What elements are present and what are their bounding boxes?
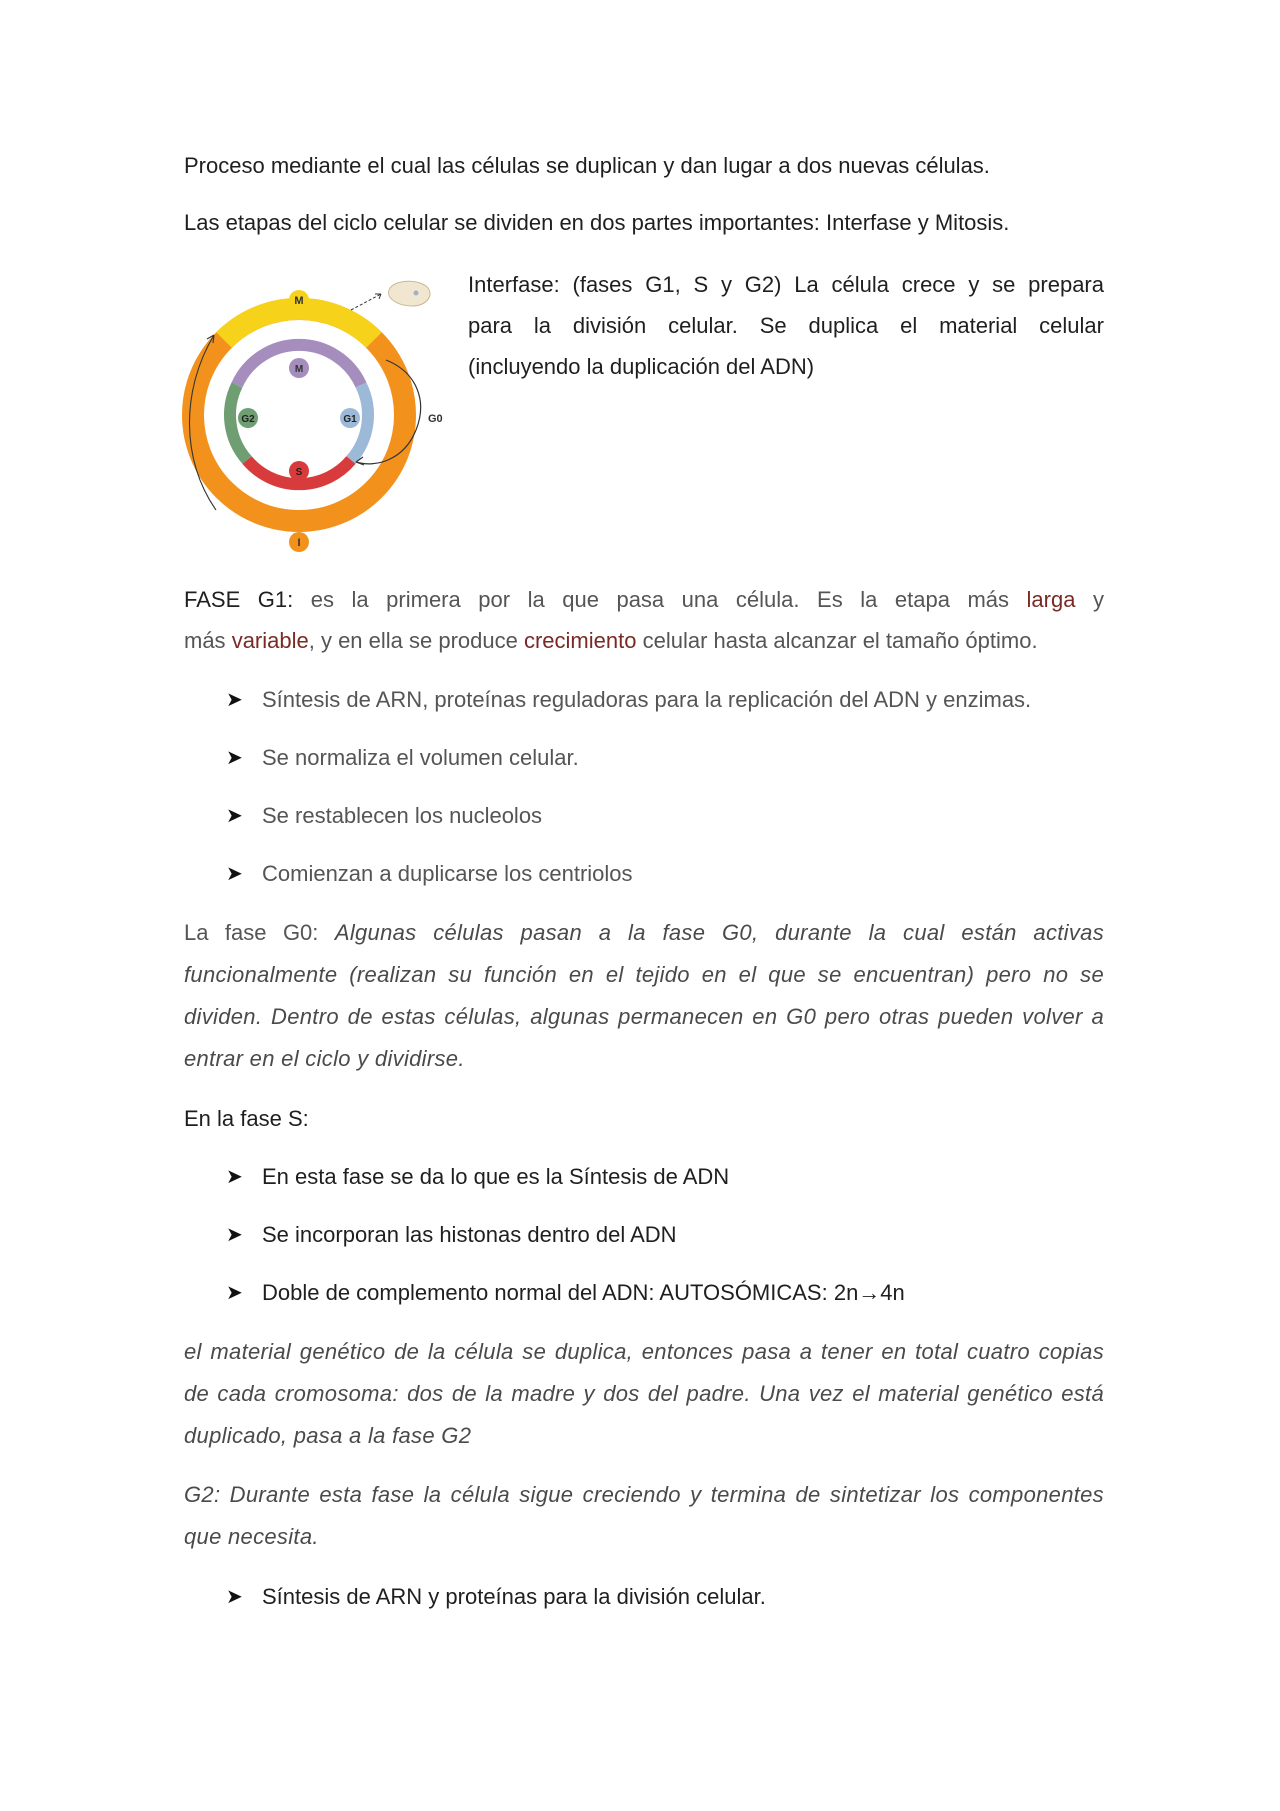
arrow-bullet-icon: ➤	[226, 805, 243, 827]
m-outer-label: M	[294, 295, 304, 307]
g1-paragraph-line-1	[184, 579, 1104, 620]
g2-bullet-1	[226, 1582, 766, 1612]
arrow-bullet-icon: ➤	[226, 1282, 243, 1304]
bullet-text: Síntesis de ARN y proteínas para la división celular.	[262, 1584, 766, 1609]
arrow-bullet-icon: ➤	[226, 747, 243, 769]
g1-keyword-crecimiento: crecimiento	[523, 628, 637, 653]
bullet-text: Se incorporan las histonas dentro del ADN	[262, 1222, 677, 1247]
intro-line-2: Las etapas del ciclo celular se dividen en dos partes importantes: Interfase y Mitosis.	[184, 210, 1010, 235]
s-paragraph-line-1: el material genético de la célula se duplica, entonces pasa a tener en total cuatro copias	[184, 1339, 1104, 1364]
interfase-line-1: Interfase: (fases G1, S y G2) La célula crece y se prepara	[468, 272, 1104, 297]
daughter-nucleus-icon	[414, 291, 419, 296]
g2-line-1: G2: Durante esta fase la célula sigue creciendo y termina de sintetizar los componentes	[184, 1482, 1104, 1507]
arrow-bullet-icon: ➤	[226, 1224, 243, 1246]
g1-keyword-larga: larga	[1026, 587, 1076, 612]
cell-cycle-diagram	[176, 280, 466, 570]
mitosis-arc	[224, 309, 374, 340]
interfase-line-2: para la división celular. Se duplica el material celular	[468, 313, 1104, 338]
m-inner-label: M	[294, 364, 304, 375]
interfase-line-3: (incluyendo la duplicación del ADN)	[468, 354, 815, 379]
g1-text-2: y	[1075, 587, 1104, 612]
g0-line-2: funcionalmente (realizan su función en el tejido en el que se encuentran) pero no se	[184, 962, 1104, 987]
g0-line-3: dividen. Dentro de estas células, algunas permanecen en G0 pero otras pueden volver a	[184, 1004, 1104, 1029]
bullet-text: Se normaliza el volumen celular.	[262, 745, 579, 770]
g2-line-2: que necesita.	[184, 1524, 319, 1549]
s-heading: En la fase S:	[184, 1106, 309, 1131]
g1-bullet-2	[226, 743, 579, 773]
arrow-bullet-icon: ➤	[226, 863, 243, 885]
arrow-bullet-icon: ➤	[226, 689, 243, 711]
bullet-text: En esta fase se da lo que es la Síntesis de ADN	[262, 1164, 730, 1189]
g1-keyword-variable: variable	[231, 628, 309, 653]
g1-paragraph-line-2	[184, 620, 1104, 661]
g1-bullet-4	[226, 859, 633, 889]
g0-lead: La fase G0:	[184, 920, 335, 945]
daughter-cell-icon	[389, 281, 430, 306]
bullet-text: Doble de complemento normal del ADN: AUTOSÓMICAS: 2n→4n	[262, 1280, 905, 1305]
g0-text-1: Algunas células pasan a la fase G0, durante la cual están activas	[334, 920, 1104, 945]
s-label: S	[295, 467, 303, 478]
g1-text-1: es la primera por la que pasa una célula. Es la etapa más	[293, 587, 1027, 612]
g0-label: G0	[428, 413, 443, 425]
arrow-bullet-icon: ➤	[226, 1586, 243, 1608]
g1-bullet-3	[226, 801, 542, 831]
bullet-text: Síntesis de ARN, proteínas reguladoras para la replicación del ADN y enzimas.	[262, 687, 1032, 712]
arrow-bullet-icon: ➤	[226, 1166, 243, 1188]
intro-line-1: Proceso mediante el cual las células se duplican y dan lugar a dos nuevas células.	[184, 153, 990, 178]
s-bullet-3	[226, 1278, 905, 1308]
division-arrow	[351, 294, 381, 310]
g1-text-4: , y en ella se produce	[308, 628, 524, 653]
g1-label: G1	[343, 414, 357, 425]
g0-line-1	[184, 912, 1104, 953]
s-bullet-1	[226, 1162, 729, 1192]
g0-line-4: entrar en el ciclo y dividirse.	[184, 1046, 465, 1071]
g2-label: G2	[241, 414, 255, 425]
g1-text-5: celular hasta alcanzar el tamaño óptimo.	[636, 628, 1038, 653]
s-paragraph-line-3: duplicado, pasa a la fase G2	[184, 1423, 472, 1448]
cell-cycle-svg	[176, 280, 466, 570]
i-label: I	[297, 537, 301, 549]
g1-bullet-1	[226, 685, 1031, 715]
s-bullet-2	[226, 1220, 677, 1250]
bullet-text: Comienzan a duplicarse los centriolos	[262, 861, 633, 886]
g1-heading: FASE G1:	[184, 587, 294, 612]
bullet-text: Se restablecen los nucleolos	[262, 803, 543, 828]
s-paragraph-line-2: de cada cromosoma: dos de la madre y dos del padre. Una vez el material genético está	[184, 1381, 1104, 1406]
g1-text-3: más	[184, 628, 232, 653]
